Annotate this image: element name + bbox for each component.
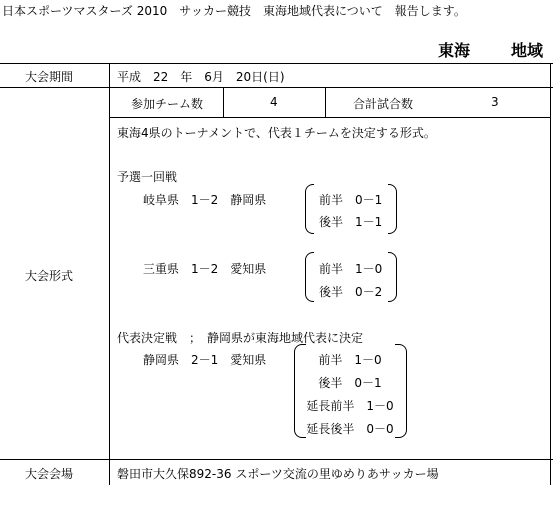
final-result: 静岡県 2－1 愛知県 — [143, 353, 267, 367]
teams-label: 参加チーム数 — [131, 97, 204, 111]
venue-value: 磐田市大久保892-36 スポーツ交流の里ゆめりあサッカー場 — [117, 467, 439, 481]
label-column-border — [109, 63, 110, 485]
prelim-title: 予選一回戦 — [117, 170, 178, 184]
summary-row-bottom — [109, 117, 550, 118]
bracket-right — [388, 184, 397, 234]
region-name: 東海 — [438, 41, 471, 60]
teams-value: 4 — [270, 95, 278, 109]
half-score: 前半 0－1 — [319, 193, 383, 207]
format-description: 東海4県のトーナメントで、代表１チームを決定する形式。 — [117, 126, 436, 140]
match-result: 岐阜県 1－2 静岡県 — [143, 193, 267, 207]
format-label: 大会形式 — [25, 269, 74, 283]
period-label: 大会期間 — [25, 70, 74, 84]
bracket-left — [305, 184, 314, 234]
period-value: 平成 22 年 6月 20日(日) — [117, 70, 285, 84]
report-header: 日本スポーツマスターズ 2010 サッカー競技 東海地域代表について 報告します。 — [2, 4, 466, 18]
half-score: 前半 1－0 — [318, 353, 382, 367]
summary-divider-2 — [325, 87, 326, 117]
table-right-border — [550, 63, 551, 485]
matches-value: 3 — [491, 95, 499, 109]
half-score: 前半 1－0 — [319, 262, 383, 276]
period-bottom-border — [0, 87, 553, 88]
matches-label: 合計試合数 — [353, 97, 414, 111]
venue-label: 大会会場 — [25, 467, 74, 481]
half-score: 延長前半 1－0 — [306, 399, 394, 413]
half-score: 後半 0－2 — [319, 285, 383, 299]
half-score: 延長後半 0－0 — [306, 422, 394, 436]
half-score: 後半 0－1 — [318, 376, 382, 390]
half-score: 後半 1－1 — [319, 215, 383, 229]
match-result: 三重県 1－2 愛知県 — [143, 262, 267, 276]
final-title: 代表決定戦 ； 静岡県が東海地域代表に決定 — [117, 331, 364, 345]
bracket-right — [388, 252, 397, 302]
bracket-left — [305, 252, 314, 302]
summary-divider-1 — [223, 87, 224, 117]
format-bottom-border — [0, 459, 553, 460]
table-top-border — [0, 63, 553, 64]
region-suffix: 地域 — [511, 41, 544, 60]
